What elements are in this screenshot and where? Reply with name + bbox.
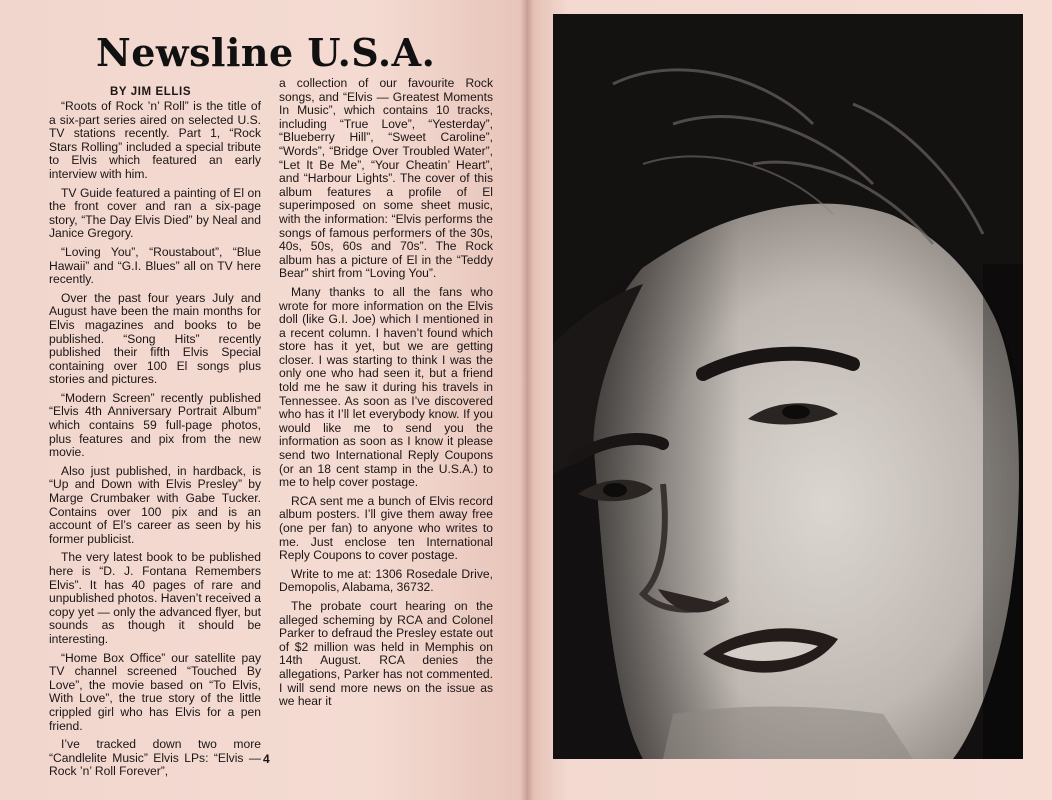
- portrait-illustration: [553, 14, 1023, 759]
- paragraph: The very latest book to be published here is “D. J. Fontana Remembers Elvis”. It has 40 pages of rare and unpublished photos. Haven’t received a copy yet — only the advanced flyer, but sounds as though it should be interesting.: [49, 550, 261, 646]
- paragraph: “Loving You”, “Roustabout”, “Blue Hawaii” and “G.I. Blues” all on TV here recently.: [49, 244, 261, 287]
- paragraph: Many thanks to all the fans who wrote for more information on the Elvis doll (like G.I. Joe) which I mentioned in a recent column. I haven’t found which store has it yet, but we are getting closer. I was starting to think I was the only one who had seen it, but a friend told me he saw it during his travels in Tennessee. As soon as I’ve discovered who has it I’ll let everybody know. If you would like me to send you the information as soon as I know it please send two International Reply Coupons (or an 18 cent stamp in the U.S.A.) to me to help cover postage.: [279, 284, 493, 490]
- paragraph: “Roots of Rock ’n’ Roll” is the title of a six-part series aired on selected U.S. TV stations recently. Part 1, “Rock Stars Rolling” included a special tribute to Elvis which featured an early interview with him.: [49, 99, 261, 181]
- paragraph: “Home Box Office” our satellite pay TV channel screened “Touched By Love”, the movie based on “To Elvis, With Love”, the true story of the little crippled girl who has Elvis for a pen friend.: [49, 650, 261, 733]
- paragraph: Over the past four years July and August have been the main months for Elvis magazines and books to be published. “Song Hits” recently published their fifth Elvis Special containing over 100 El songs plus stories and pictures.: [49, 290, 261, 387]
- elvis-portrait-photo: [553, 14, 1023, 759]
- paragraph: “Modern Screen” recently published “Elvis 4th Anniversary Portrait Album” which contains 59 full-page photos, plus features and pix from the new movie.: [49, 390, 261, 460]
- paragraph: RCA sent me a bunch of Elvis record album posters. I’ll give them away free (one per fan) to anyone who writes to me. Just enclose ten International Reply Coupons to cover postage.: [279, 493, 493, 563]
- page-number: 4: [263, 752, 270, 766]
- paragraph: I’ve tracked down two more “Candlelite Music” Elvis LPs: “Elvis — Rock ’n’ Roll Forever”,: [49, 737, 261, 779]
- paragraph: Write to me at: 1306 Rosedale Drive, Demopolis, Alabama, 36732.: [279, 566, 493, 595]
- paragraph: Also just published, in hardback, is “Up and Down with Elvis Presley” by Marge Crumbaker with Gabe Tucker. Contains over 100 pix and is an account of El’s career as seen by his former publicist.: [49, 463, 261, 546]
- article-column-1: [49, 100, 261, 784]
- article-column-2: [279, 77, 493, 714]
- paragraph: The probate court hearing on the alleged scheming by RCA and Colonel Parker to defraud the Presley estate out of $2 million was held in Memphis on 14th August. RCA denies the allegations, Parker has not commented. I will send more news on the issue as we hear it: [279, 598, 493, 709]
- article-byline: BY JIM ELLIS: [110, 86, 192, 98]
- page-gutter: [520, 0, 534, 800]
- article-title: Newsline U.S.A.: [96, 30, 436, 75]
- paragraph: TV Guide featured a painting of El on the front cover and ran a six-page story, “The Day Elvis Died” by Neal and Janice Gregory.: [49, 185, 261, 241]
- paragraph-continued: a collection of our favourite Rock songs, and “Elvis — Greatest Moments In Music”, which contains 10 tracks, including “True Love”, “Yesterday”, “Blueberry Hill”, “Sweet Caroline”, “Words”, “Bridge Over Troubled Water”, “Let It Be Me”, “Your Cheatin’ Heart”, and “Harbour Lights”. The cover of this album features a profile of El superimposed on some sheet music, with the information: “Elvis performs the songs of famous performers of the 30s, 40s, 50s, 60s and 70s”. The Rock album has a picture of El in the “Teddy Bear” shirt from “Loving You”.: [279, 76, 493, 281]
